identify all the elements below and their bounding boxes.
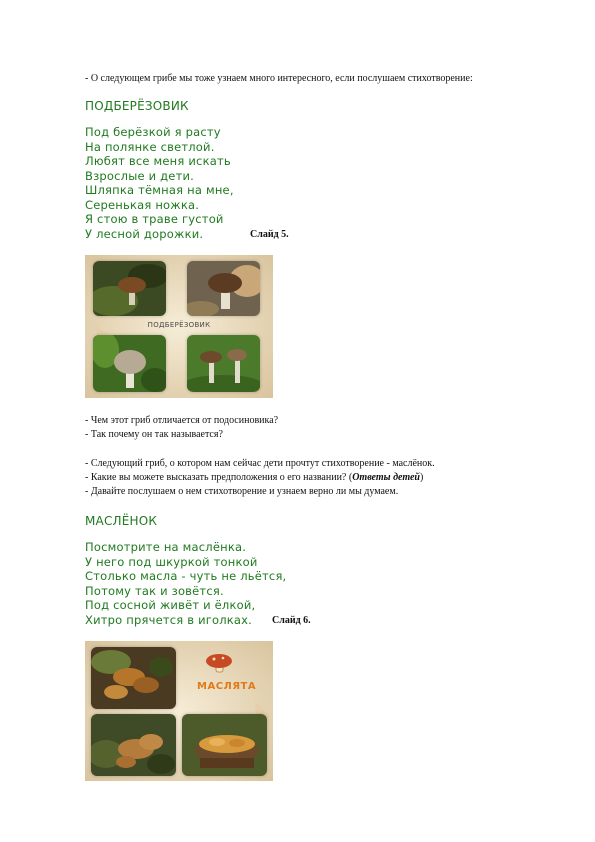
question-line: - Так почему он так называется? [85,429,223,440]
mushroom-photo [187,261,260,316]
poem1-line: На полянке светлой. [85,139,215,154]
poem1-line: Под берёзкой я расту [85,125,221,139]
poem1-line: Взрослые и дети. [85,168,195,183]
intro-line: - О следующем грибе мы тоже узнаем много интересного, если послушаем стихотворение: [85,73,473,84]
poem2-line: Столько масла - чуть не льётся, [85,569,287,583]
question-line: - Чем этот гриб отличается от подосиновика? [85,415,279,426]
poem2-title: МАСЛЁНОК [85,514,158,528]
poem1-body [85,125,234,241]
para2-line2-prefix: - Какие вы можете высказать предположения о его названии? ( [85,472,353,483]
slide6-caption: МАСЛЯТА [197,681,257,692]
poem1-title: ПОДБЕРЁЗОВИК [85,99,189,113]
mushroom-photo [182,714,267,776]
slide6-image [85,641,273,781]
para2-line3: - Давайте послушаем о нем стихотворение и узнаем верно ли мы думаем. [85,486,399,497]
para2-line2-suffix: ) [420,472,424,483]
para2-line1: - Следующий гриб, о котором нам сейчас дети прочтут стихотворение - маслёнок. [85,458,435,469]
poem2-line: У него под шкуркой тонкой [85,554,258,569]
slide5-label: Слайд 5. [250,229,289,240]
mushroom-photo [91,647,176,709]
mushroom-photo [93,261,166,316]
para2-line2 [85,471,423,484]
poem2-body [85,540,286,627]
poem2-line: Посмотрите на маслёнка. [85,540,247,554]
poem1-line: Любят все меня искать [85,154,231,168]
slide6-label: Слайд 6. [272,615,311,626]
poem2-line: Потому так и зовётся. [85,583,224,598]
answer-note: Ответы детей [352,472,420,483]
poem1-line: Я стою в траве густой [85,212,224,226]
slide5-caption: ПОДБЕРЁЗОВИК [147,321,211,329]
poem1-line: Серенькая ножка. [85,197,200,212]
mushroom-photo [187,335,260,392]
poem2-line: Хитро прячется в иголках. [85,612,253,627]
poem1-line: Шляпка тёмная на мне, [85,183,234,197]
mushroom-logo-icon [205,651,233,673]
slide5-image [85,255,273,398]
mushroom-photo [93,335,166,392]
mushroom-photo [91,714,176,776]
poem1-line: У лесной дорожки. [85,226,204,241]
poem2-line: Под сосной живёт и ёлкой, [85,598,256,612]
